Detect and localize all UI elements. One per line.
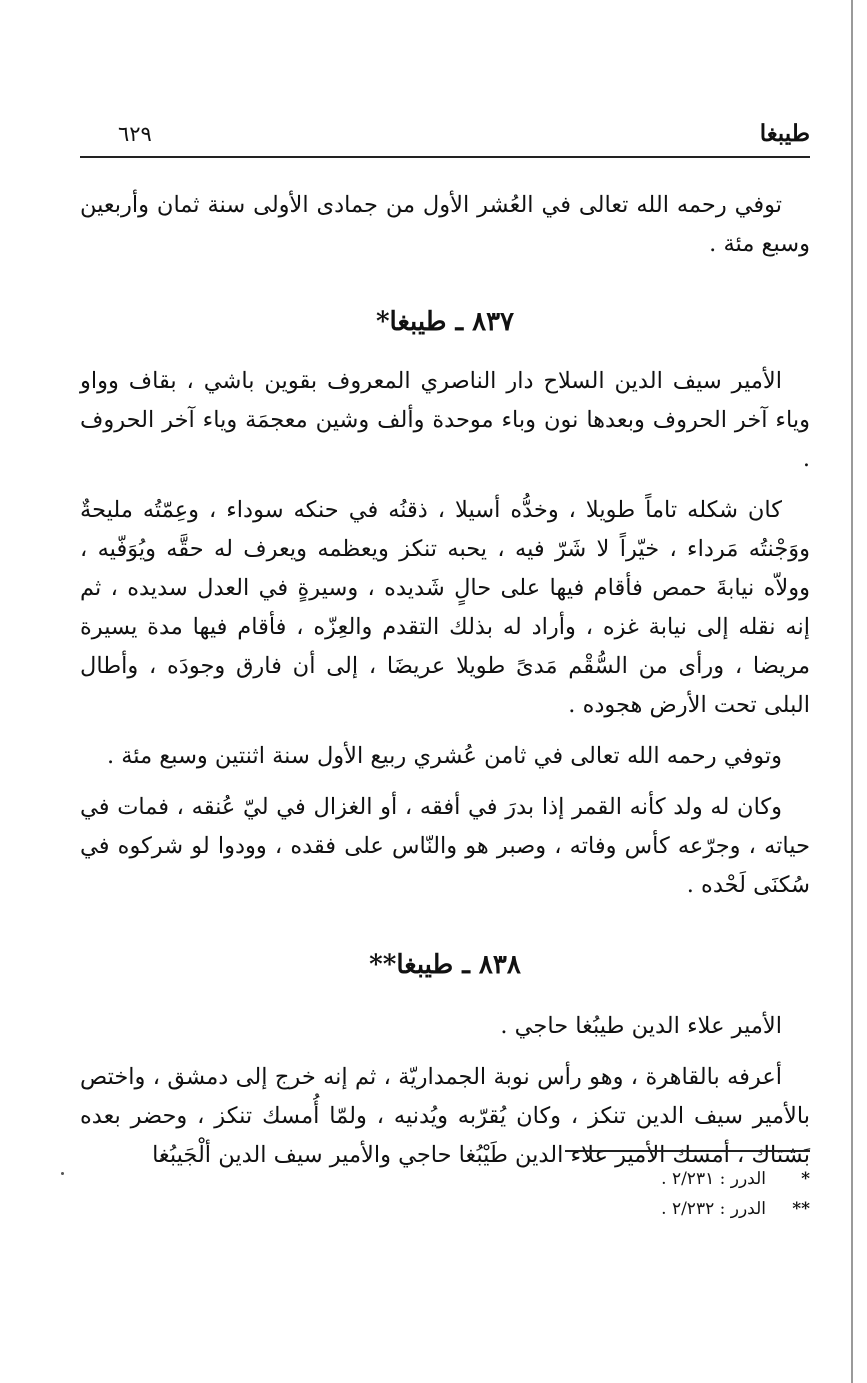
scan-page-edge	[851, 0, 853, 1383]
scan-speck	[61, 1172, 64, 1175]
footnote-2-text: الدرر : ٢/٢٣٢ .	[661, 1199, 766, 1219]
footnote-2	[80, 1194, 810, 1224]
footnotes	[80, 1150, 810, 1224]
page-header	[80, 120, 810, 158]
intro-paragraph: توفي رحمه الله تعالى في العُشر الأول من جمادى الأولى سنة ثمان وأربعين وسبع مئة .	[80, 192, 810, 257]
entry-837-paragraph-2: كان شكله تاماً طويلا ، وخدُّه أسيلا ، ذقنُه في حنكه سوداء ، وعِمّتُه مليحةٌ ووَجْنتُه مَرداء ، خيّراً لا شَرّ فيه ، يحبه تنكز ويعظمه ويعرف له حقَّه ويُوَفّيه ، وولاّه نيابةَ حمص فأقام فيها على حالٍ شَديده ، وسيرةٍ في العدل سديده ، ثم إنه نقله إلى نيابة غزه ، وأراد له بذلك التقدم والعِزّه ، فأقام فيها مدة يسيرة مريضا ، ورأى من السُّقْم مَدىً طويلا عريضَا ، إلى أن فارق وجودَه ، وأطال البلى تحت الأرض هجوده .	[80, 497, 810, 718]
entry-838-paragraph-1: الأمير علاء الدين طيبُغا حاجي .	[500, 1013, 782, 1039]
footnote-2-mark: **	[792, 1199, 810, 1219]
running-title: طيبغا	[759, 120, 810, 147]
entry-837-paragraph-3: وتوفي رحمه الله تعالى في ثامن عُشري ربيع الأول سنة اثنتين وسبع مئة .	[106, 743, 782, 769]
footnote-1-text: الدرر : ٢/٢٣١ .	[661, 1169, 766, 1189]
footnote-1	[80, 1164, 810, 1194]
entry-title-838: ٨٣٨ ـ طيبغا**	[369, 950, 521, 980]
entry-837-paragraph-4: وكان له ولد كأنه القمر إذا بدرَ في أفقه ، أو الغزال في ليّ عُنقه ، فمات في حياته ، وجرّعه كأس وفاته ، وصبر هو والنّاس على فقده ، وودوا لو شركوه في سُكنَى لَحْده .	[80, 794, 810, 898]
page-number: ٦٢٩	[118, 122, 152, 146]
footnote-1-mark: *	[801, 1169, 810, 1189]
footnote-rule	[565, 1150, 810, 1152]
entry-837-paragraph-1: الأمير سيف الدين السلاح دار الناصري المعروف بقوين باشي ، بقاف وواو وياء آخر الحروف وبعدها نون وباء موحدة وألف وشين معجمَة وياء آخر الحروف .	[80, 368, 810, 472]
book-page	[80, 120, 810, 1175]
entry-838-paragraph-2: أعرفه بالقاهرة ، وهو رأس نوبة الجمداريّة ، ثم إنه خرج إلى دمشق ، واختص بالأمير سيف الدين تنكز ، وكان يُقرّبه ويُدنيه ، ولمّا أُمسك تنكز ، وحضر بعده بَشتاك ، أمسك الأمير علاء الدين طَيْبُغا حاجي والأمير سيف الدين ألْجَيبُغا	[80, 1064, 810, 1168]
entry-title-837: ٨٣٧ ـ طيبغا*	[375, 307, 515, 337]
